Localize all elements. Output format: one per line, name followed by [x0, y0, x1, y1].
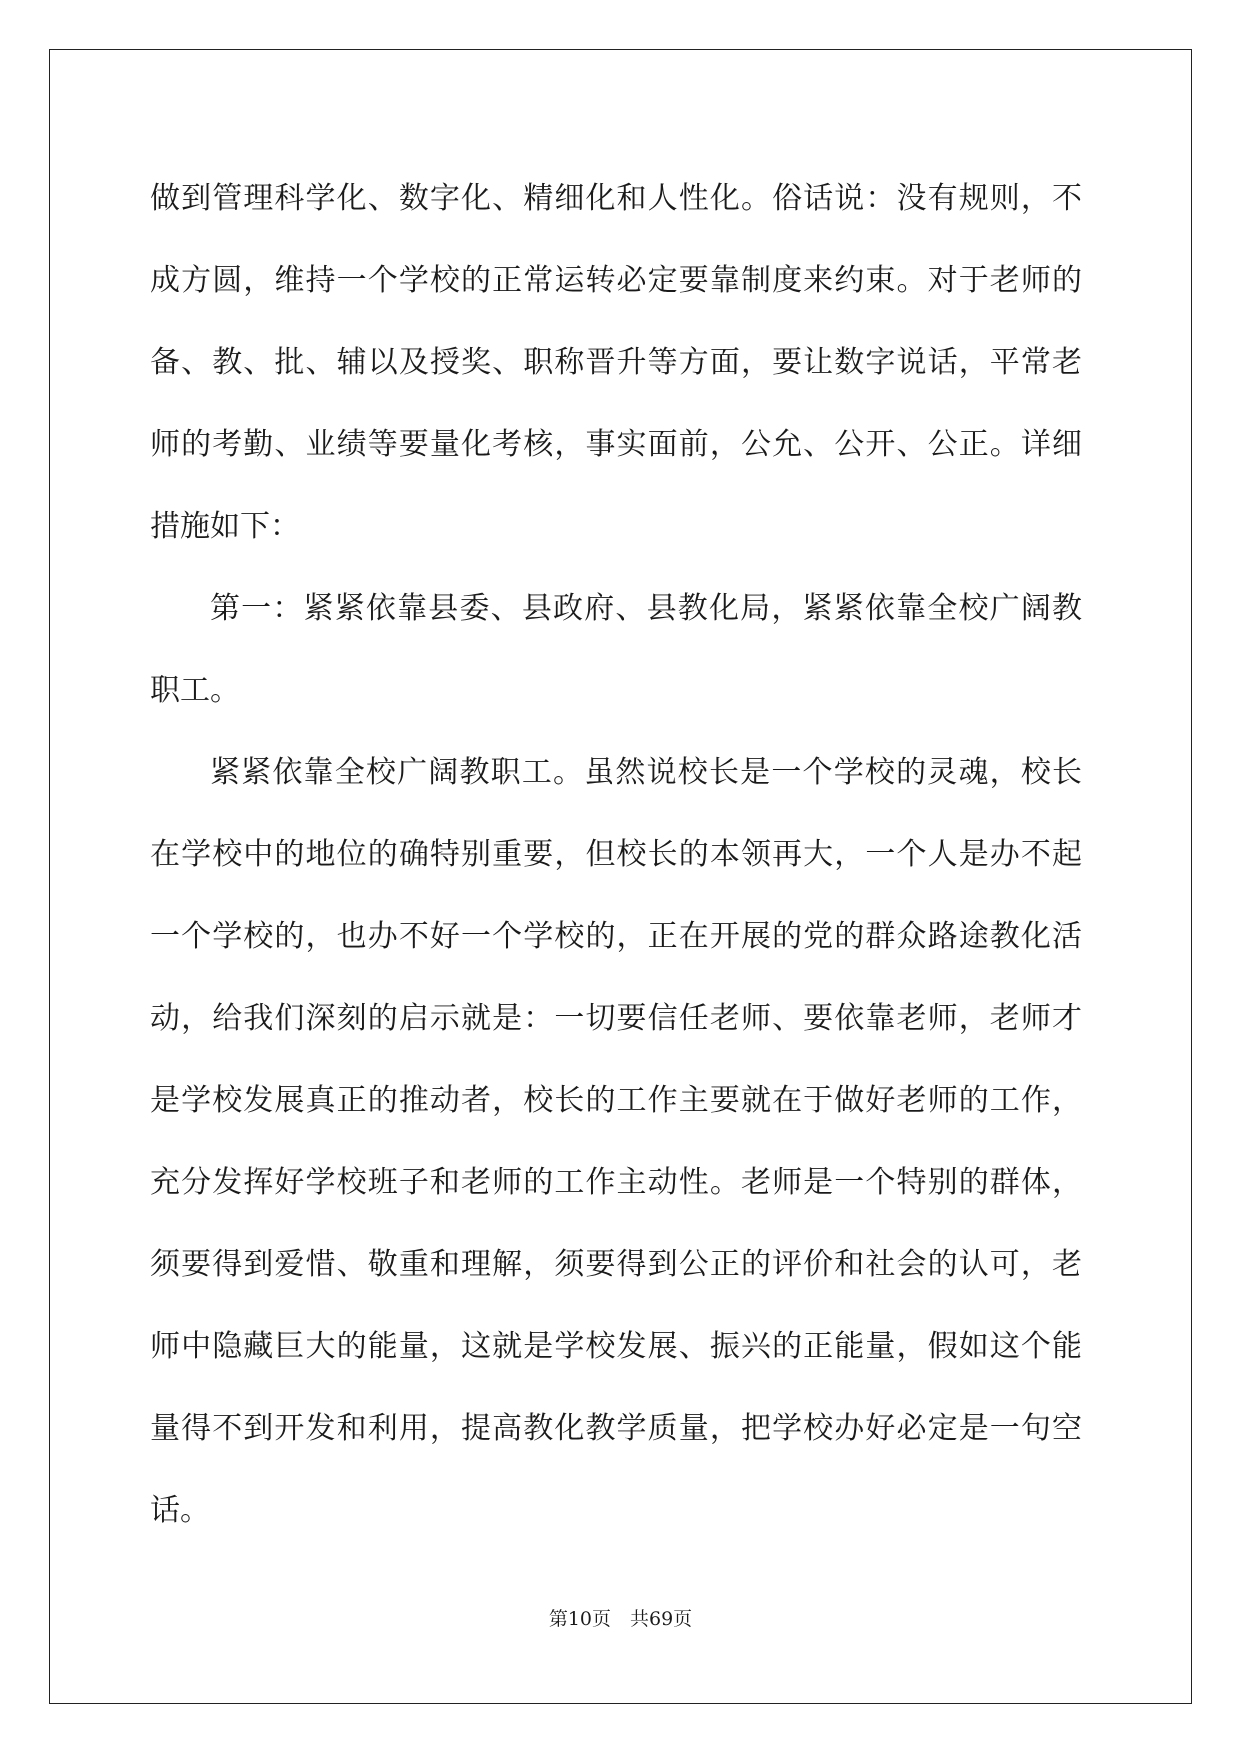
text-line: 在学校中的地位的确特别重要，但校长的本领再大，一个人是办不起 — [150, 837, 1082, 872]
text-line: 一个学校的，也办不好一个学校的，正在开展的党的群众路途教化活 — [150, 919, 1082, 954]
text-line: 成方圆，维持一个学校的正常运转必定要靠制度来约束。对于老师的 — [150, 263, 1082, 298]
text-line: 量得不到开发和利用，提高教化教学质量，把学校办好必定是一句空 — [150, 1411, 1082, 1446]
text-line: 措施如下： — [150, 509, 300, 544]
text-line: 师中隐藏巨大的能量，这就是学校发展、振兴的正能量，假如这个能 — [150, 1329, 1082, 1364]
text-line: 师的考勤、业绩等要量化考核，事实面前，公允、公开、公正。详细 — [150, 427, 1082, 462]
page-number-footer: 第10页 共69页 — [548, 1608, 693, 1630]
text-line: 做到管理科学化、数字化、精细化和人性化。俗话说：没有规则，不 — [150, 181, 1082, 216]
text-line: 充分发挥好学校班子和老师的工作主动性。老师是一个特别的群体， — [150, 1165, 1082, 1200]
text-line: 须要得到爱惜、敬重和理解，须要得到公正的评价和社会的认可，老 — [150, 1247, 1082, 1282]
text-line: 备、教、批、辅以及授奖、职称晋升等方面，要让数字说话，平常老 — [150, 345, 1082, 380]
text-line: 职工。 — [150, 673, 240, 708]
text-line: 是学校发展真正的推动者，校长的工作主要就在于做好老师的工作， — [150, 1083, 1082, 1118]
paragraph-heading-line: 第一：紧紧依靠县委、县政府、县教化局，紧紧依靠全校广阔教 — [210, 591, 1082, 626]
document-body — [150, 158, 1082, 1552]
text-line: 动，给我们深刻的启示就是：一切要信任老师、要依靠老师，老师才 — [150, 1001, 1082, 1036]
text-line: 话。 — [150, 1493, 210, 1528]
paragraph-first-line: 紧紧依靠全校广阔教职工。虽然说校长是一个学校的灵魂，校长 — [210, 755, 1082, 790]
